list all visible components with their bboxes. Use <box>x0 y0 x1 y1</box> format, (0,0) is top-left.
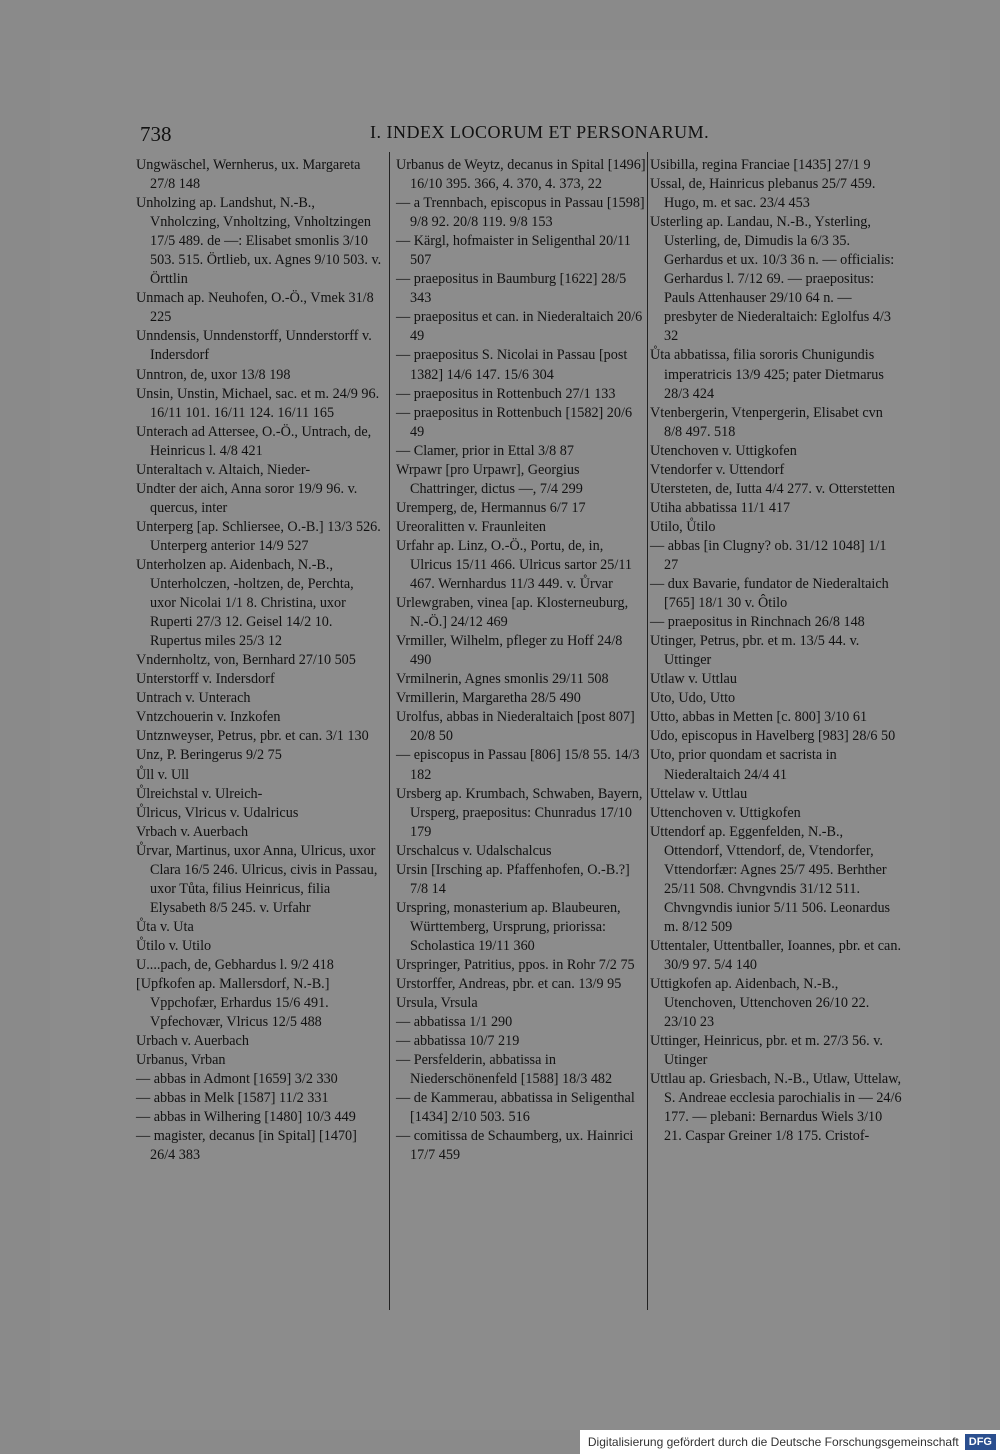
index-entry: U....pach, de, Gebhardus l. 9/2 418 <box>136 956 334 973</box>
index-entry: — Persfelderin, abbatissa in Niederschönenfeld [1588] 18/3 482 <box>396 1052 613 1088</box>
book-page <box>50 50 950 1430</box>
dfg-footer <box>580 1430 1000 1454</box>
index-entry: Unholzing ap. Landshut, N.-B., Vnholczing, Vnholtzing, Vnholtzingen 17/5 489. de —: Elisabet smonlis 3/10 503. 515. Örtlieb, ux. Agnes 9/10 503. v. Örttlin <box>136 195 382 288</box>
index-entry: — praepositus in Rottenbuch 27/1 133 <box>396 385 616 402</box>
index-entry: — Kärgl, hofmaister in Seligenthal 20/11 507 <box>396 233 631 269</box>
index-entry: Utinger, Petrus, pbr. et m. 13/5 44. v. Uttinger <box>650 633 860 669</box>
index-entry: — abbas [in Clugny? ob. 31/12 1048] 1/1 27 <box>650 537 887 573</box>
index-entry: Vrmillerin, Margaretha 28/5 490 <box>396 690 581 707</box>
index-entry: Uttinger, Heinricus, pbr. et m. 27/3 56. v. Utinger <box>650 1033 883 1069</box>
index-entry: Unndensis, Unndenstorff, Unnderstorff v. Indersdorf <box>136 328 372 364</box>
index-entry: Utenchoven v. Uttigkofen <box>650 442 797 459</box>
index-entry: Ureoralitten v. Fraunleiten <box>396 518 546 535</box>
index-entry: Vntzchouerin v. Inzkofen <box>136 709 281 726</box>
index-entry: Utto, abbas in Metten [c. 800] 3/10 61 <box>650 709 868 726</box>
index-entry: — abbatissa 1/1 290 <box>396 1014 513 1031</box>
index-entry: Undter der aich, Anna soror 19/9 96. v. quercus, inter <box>136 480 358 516</box>
index-entry: — episcopus in Passau [806] 15/8 55. 14/3 182 <box>396 747 640 783</box>
index-entry: Unz, P. Beringerus 9/2 75 <box>136 747 282 764</box>
index-entry: Uttentaler, Uttentballer, Ioannes, pbr. et can. 30/9 97. 5/4 140 <box>650 937 901 973</box>
index-entry: Uremperg, de, Hermannus 6/7 17 <box>396 499 586 516</box>
index-entry: Ůta abbatissa, filia sororis Chunigundis imperatricis 13/9 425; pater Dietmarus 28/3 424 <box>650 347 884 402</box>
index-entry: Ursula, Vrsula <box>396 995 478 1012</box>
index-entry: Unterstorff v. Indersdorf <box>136 671 275 688</box>
index-entry: Urfahr ap. Linz, O.-Ö., Portu, de, in, Ulricus 15/11 466. Ulricus sartor 25/11 467. Wernhardus 11/3 449. v. Ůrvar <box>396 537 632 593</box>
index-entry: Utersteten, de, Iutta 4/4 277. v. Otterstetten <box>650 480 895 497</box>
index-entry: Ungwäschel, Wernherus, ux. Margareta 27/8 148 <box>136 157 361 193</box>
column-divider <box>389 152 390 1310</box>
column-divider <box>647 152 648 1310</box>
index-entry: Urbanus de Weytz, decanus in Spital [1496] 16/10 395. 366, 4. 370, 4. 373, 22 <box>396 157 646 193</box>
index-entry: — a Trennbach, episcopus in Passau [1598] 9/8 92. 20/8 119. 9/8 153 <box>396 195 645 231</box>
index-entry: Uttlau ap. Griesbach, N.-B., Utlaw, Uttelaw, S. Andreae ecclesia parochialis in — 24/6 177. — plebani: Bernardus Wiels 3/10 21. Caspar Greiner 1/8 175. Cristof- <box>650 1071 902 1145</box>
index-entry: [Upfkofen ap. Mallersdorf, N.-B.] Vppchofær, Erhardus 15/6 491. Vpfechovær, Vlricus 12/5 488 <box>136 976 330 1031</box>
index-entry: Unntron, de, uxor 13/8 198 <box>136 366 291 383</box>
index-entry: Vtendorfer v. Uttendorf <box>650 461 785 478</box>
index-entry: — praepositus in Rottenbuch [1582] 20/6 49 <box>396 404 633 440</box>
index-entry: Urlewgraben, vinea [ap. Klosterneuburg, N.-Ö.] 24/12 469 <box>396 595 629 631</box>
index-entry: Unmach ap. Neuhofen, O.-Ö., Vmek 31/8 225 <box>136 290 374 326</box>
index-entry: — praepositus in Rinchnach 26/8 148 <box>650 614 865 631</box>
index-entry: Vndernholtz, von, Bernhard 27/10 505 <box>136 652 356 669</box>
index-entry: Wrpawr [pro Urpawr], Georgius Chattringer, dictus —, 7/4 299 <box>396 461 583 497</box>
page-number: 738 <box>140 122 172 146</box>
index-entry: Urspringer, Patritius, ppos. in Rohr 7/2 75 <box>396 956 635 973</box>
index-entry: — comitissa de Schaumberg, ux. Hainrici 17/7 459 <box>396 1128 634 1164</box>
index-entry: Vtenbergerin, Vtenpergerin, Elisabet cvn 8/8 497. 518 <box>650 404 883 440</box>
index-entry: Ůrvar, Martinus, uxor Anna, Ulricus, uxor Clara 16/5 246. Ulricus, civis in Passau, uxor Tůta, filius Heinricus, filia Elysabeth 8/5 245. v. Urfahr <box>136 842 378 916</box>
index-entry: Unterach ad Attersee, O.-Ö., Untrach, de, Heinricus l. 4/8 421 <box>136 423 372 459</box>
index-entry: Uto, prior quondam et sacrista in Niederaltaich 24/4 41 <box>650 747 837 783</box>
index-entry: Utilo, Ůtilo <box>650 518 716 535</box>
index-entry: Uttendorf ap. Eggenfelden, N.-B., Ottendorf, Vttendorf, de, Vtendorfer, Vttendorfær: Agnes 25/7 495. Berhther 25/11 508. Chvngvndis 31/12 511. Chvngvndis iunior 5/11 506. Leonardus m. 8/12 509 <box>650 823 891 935</box>
index-entry: — abbas in Admont [1659] 3/2 330 <box>136 1071 338 1088</box>
index-entry: Ussal, de, Hainricus plebanus 25/7 459. Hugo, m. et sac. 23/4 453 <box>650 176 876 212</box>
page-title: I. INDEX LOCORUM ET PERSONARUM. <box>370 122 710 142</box>
index-entry: Uttigkofen ap. Aidenbach, N.-B., Utenchoven, Uttenchoven 26/10 22. 23/10 23 <box>650 976 870 1031</box>
index-entry: Urolfus, abbas in Niederaltaich [post 807] 20/8 50 <box>396 709 635 745</box>
index-entry: Ůta v. Uta <box>136 918 194 935</box>
index-entry: Unteraltach v. Altaich, Nieder- <box>136 461 311 478</box>
index-entry: Vrmiller, Wilhelm, pfleger zu Hoff 24/8 490 <box>396 633 623 669</box>
index-entry: Urstorffer, Andreas, pbr. et can. 13/9 95 <box>396 976 622 993</box>
index-entry: Uto, Udo, Utto <box>650 690 736 707</box>
index-entry: Uttelaw v. Uttlau <box>650 785 748 802</box>
index-entry: — praepositus S. Nicolai in Passau [post 1382] 14/6 147. 15/6 304 <box>396 347 628 383</box>
index-entry: Utlaw v. Uttlau <box>650 671 737 688</box>
index-entry: — abbas in Wilhering [1480] 10/3 449 <box>136 1109 356 1126</box>
index-entry: Unsin, Unstin, Michael, sac. et m. 24/9 96. 16/11 101. 16/11 124. 16/11 165 <box>136 385 380 421</box>
index-column-2 <box>396 156 646 1165</box>
index-entry: Urbach v. Auerbach <box>136 1033 249 1050</box>
index-entry: Utiha abbatissa 11/1 417 <box>650 499 791 516</box>
index-entry: Urbanus, Vrban <box>136 1052 226 1069</box>
index-entry: Vrmilnerin, Agnes smonlis 29/11 508 <box>396 671 609 688</box>
page-header <box>50 122 950 152</box>
index-column-3 <box>650 156 902 1146</box>
index-entry: Usibilla, regina Franciae [1435] 27/1 9 <box>650 157 871 173</box>
index-entry: Udo, episcopus in Havelberg [983] 28/6 50 <box>650 728 896 745</box>
index-entry: — abbas in Melk [1587] 11/2 331 <box>136 1090 329 1107</box>
index-entry: Ůtilo v. Utilo <box>136 937 212 954</box>
index-entry: Usterling ap. Landau, N.-B., Ysterling, Usterling, de, Dimudis la 6/3 35. Gerhardus et ux. 10/3 36 n. — officialis: Gerhardus l. 7/12 69. — praepositus: Pauls Attenhauser 29/10 64 n. — presbyter de Niederaltaich: Eglolfus 4/3 32 <box>650 214 895 345</box>
index-entry: Vrbach v. Auerbach <box>136 823 249 840</box>
index-entry: Ursberg ap. Krumbach, Schwaben, Bayern, Ursperg, praepositus: Chunradus 17/10 179 <box>396 785 643 840</box>
index-entry: — abbatissa 10/7 219 <box>396 1033 520 1050</box>
index-entry: Uttenchoven v. Uttigkofen <box>650 804 801 821</box>
index-entry: — de Kammerau, abbatissa in Seligenthal [1434] 2/10 503. 516 <box>396 1090 635 1126</box>
index-entry: — praepositus in Baumburg [1622] 28/5 343 <box>396 271 627 307</box>
dfg-logo: DFG <box>965 1434 996 1450</box>
footer-text: Digitalisierung gefördert durch die Deutsche Forschungsgemeinschaft <box>587 1435 959 1449</box>
index-entry: Untznweyser, Petrus, pbr. et can. 3/1 130 <box>136 728 369 745</box>
index-entry: — dux Bavarie, fundator de Niederaltaich [765] 18/1 30 v. Ôtilo <box>650 576 889 612</box>
index-entry: — praepositus et can. in Niederaltaich 20/6 49 <box>396 309 643 345</box>
index-entry: Urspring, monasterium ap. Blaubeuren, Württemberg, Ursprung, priorissa: Scholastica 19/11 360 <box>396 899 621 954</box>
index-entry: Unterperg [ap. Schliersee, O.-B.] 13/3 526. Unterperg anterior 14/9 527 <box>136 518 381 554</box>
index-entry: — magister, decanus [in Spital] [1470] 26/4 383 <box>136 1128 357 1164</box>
index-entry: Ůll v. Ull <box>136 766 190 783</box>
index-column-1 <box>136 156 382 1165</box>
index-entry: Urschalcus v. Udalschalcus <box>396 842 552 859</box>
index-entry: Ursin [Irsching ap. Pfaffenhofen, O.-B.?] 7/8 14 <box>396 861 630 897</box>
index-entry: Untrach v. Unterach <box>136 690 251 707</box>
index-entry: Ůlricus, Vlricus v. Udalricus <box>136 804 299 821</box>
index-entry: Ůlreichstal v. Ulreich- <box>136 785 263 802</box>
index-entry: Unterholzen ap. Aidenbach, N.-B., Unterholczen, -holtzen, de, Perchta, uxor Nicolai 1/1 8. Christina, uxor Ruperti 27/3 12. Geisel 14/2 10. Rupertus miles 25/3 12 <box>136 556 354 650</box>
index-entry: — Clamer, prior in Ettal 3/8 87 <box>396 442 574 459</box>
